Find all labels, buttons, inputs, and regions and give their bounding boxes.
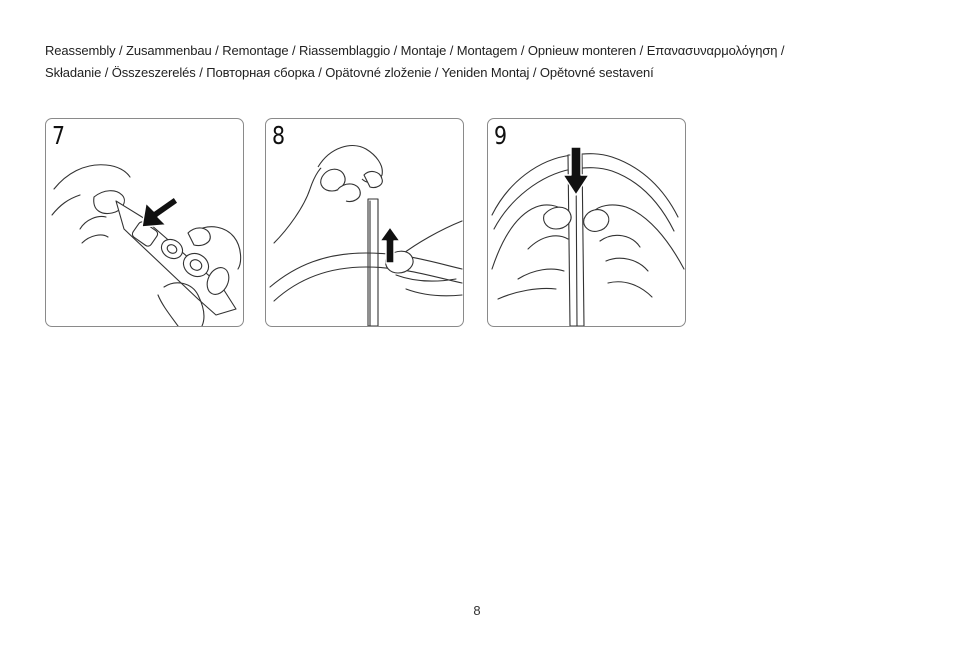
instructions-heading (45, 40, 905, 84)
step-number: 9 (494, 121, 508, 150)
step-8-panel (265, 118, 464, 327)
step-7-panel (45, 118, 244, 327)
arrow-left-icon (142, 197, 178, 227)
page-number: 8 (473, 603, 481, 618)
step-number: 7 (52, 121, 66, 150)
hands-sliding-headband-illustration (266, 119, 463, 326)
heading-line-2: Składanie / Összeszerelés / Повторная сборка / Opätovné zloženie / Yeniden Montaj / Opětovné sestavení (45, 65, 654, 80)
step-9-panel (487, 118, 686, 327)
heading-line-1: Reassembly / Zusammenbau / Remontage / Riassemblaggio / Montaje / Montagem / Opnieuw monteren / Επανασυναρμολόγηση / (45, 43, 785, 58)
hands-inserting-earpiece-illustration (46, 119, 243, 326)
hands-clipping-headband-illustration (488, 119, 685, 326)
step-number: 8 (272, 121, 286, 150)
